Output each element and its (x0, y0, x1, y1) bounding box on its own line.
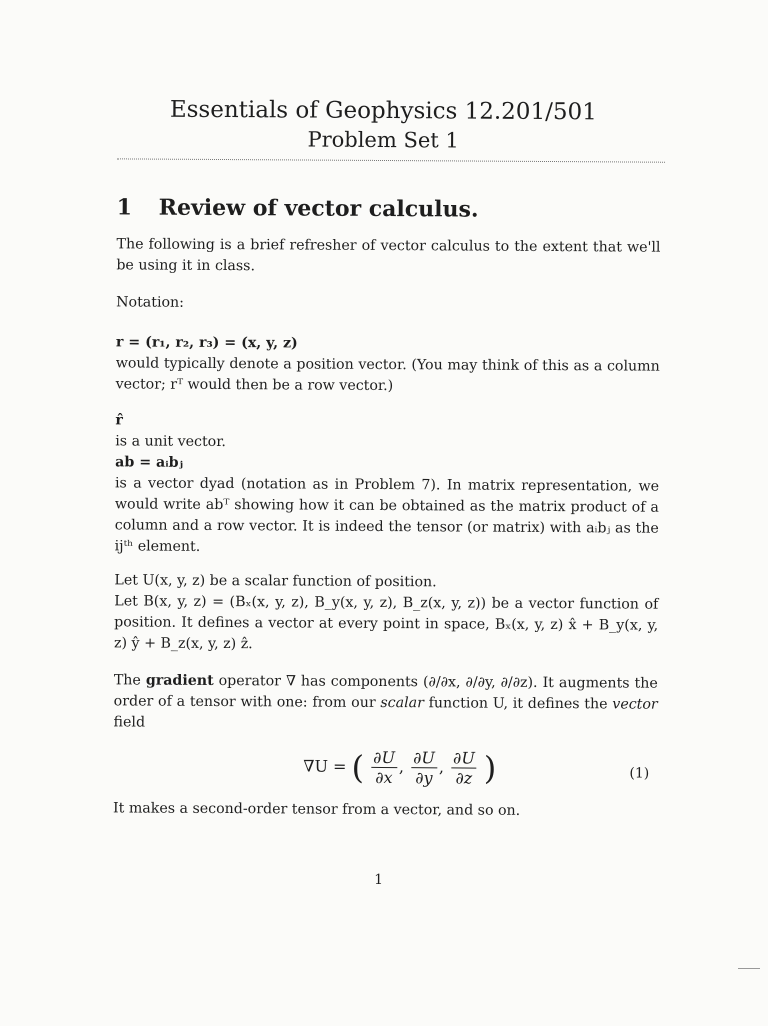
equation-body: ∇U = ( $\frac{\partial U}{\partial x}$ , $\frac{\partial U}{\partial y}$ , $\frac{\partial U}{\partial z}$ ) (303, 747, 497, 788)
dyad-definition: ab = aᵢbⱼ (115, 454, 184, 471)
equation-lhs: ∇U = (303, 756, 347, 776)
position-vector-definition: r = (r₁, r₂, r₃) = (x, y, z) (115, 334, 298, 352)
unit-vector-symbol: r̂ (115, 412, 123, 429)
document-subtitle: Problem Set 1 (307, 127, 459, 153)
notation-label: Notation: (116, 294, 185, 311)
position-vector-description: would typically denote a position vector. (You may think of this as a column vector; rᵀ would then be a row vector.) (115, 355, 660, 395)
dyad-description: is a vector dyad (notation as in Problem 7). In matrix representation, we would write abᵀ showing how it can be obtained as the matrix product of a column and a row vector. It is indeed the tensor (or matrix) with aᵢbⱼ as the ijᵗʰ element. (114, 475, 660, 555)
gradient-text-1: The (113, 672, 141, 689)
scalar-term: scalar (380, 694, 424, 712)
equation-number: (1) (629, 765, 650, 782)
gradient-paragraph (114, 670, 658, 736)
scan-mark (738, 968, 760, 969)
right-paren: ) (483, 749, 497, 788)
unit-vector-description: is a unit vector. (115, 433, 227, 451)
section-number: 1 (116, 194, 133, 221)
gradient-text-2: operator ∇ has components (∂/∂x, ∂/∂y, ∂/∂z). It augments the order of a tensor with one: from our (113, 673, 658, 711)
after-equation-text: It makes a second-order tensor from a vector, and so on. (113, 800, 521, 819)
section-title: Review of vector calculus. (158, 194, 479, 223)
intro-paragraph: The following is a brief refresher of vector calculus to the extent that we'll be using it in class. (116, 236, 661, 275)
gradient-text-4: field (113, 714, 146, 731)
left-paren: ( (351, 748, 365, 787)
section-heading (117, 194, 479, 222)
partial-x-fraction: $\frac{\partial U}{\partial x}$ (371, 748, 397, 787)
title-rule (117, 158, 665, 162)
gradient-text-3: function U, it defines the (428, 695, 608, 713)
gradient-equation (113, 746, 657, 797)
vector-term: vector (612, 696, 658, 713)
scalar-function-line: Let U(x, y, z) be a scalar function of position. (114, 572, 437, 591)
partial-z-fraction: $\frac{\partial U}{\partial z}$ (451, 748, 477, 787)
gradient-term: gradient (145, 672, 214, 689)
vector-function-paragraph: Let B(x, y, z) = (Bₓ(x, y, z), B_y(x, y, z), B_z(x, y, z)) be a vector function of position. It defines a vector at every point in space, Bₓ(x, y, z) x̂ + B_y(x, y, z) ŷ + B_z(x, y, z) ẑ. (114, 593, 659, 653)
document-title: Essentials of Geophysics 12.201/501 (169, 96, 597, 126)
page-number: 1 (374, 871, 384, 889)
partial-y-fraction: $\frac{\partial U}{\partial y}$ (411, 748, 437, 787)
